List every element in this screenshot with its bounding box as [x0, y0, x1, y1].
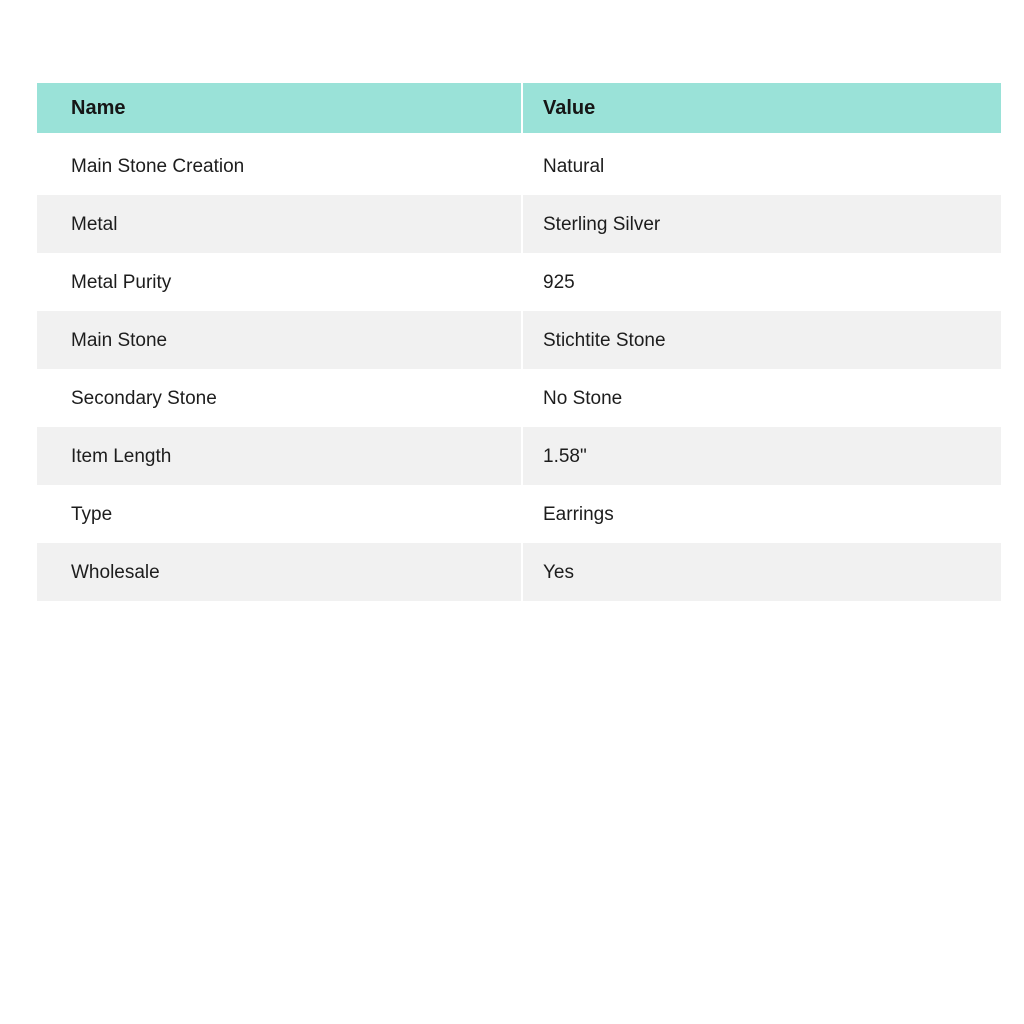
table-row: [37, 137, 1001, 195]
table-header-row: [37, 83, 1001, 133]
column-header-name: Name: [37, 83, 523, 133]
spec-value-cell: Yes: [543, 561, 574, 583]
spec-name-cell: Wholesale: [37, 543, 523, 601]
spec-value-cell: 925: [543, 271, 575, 293]
table-row: [37, 485, 1001, 543]
spec-value-cell: Earrings: [543, 503, 614, 525]
spec-name-cell: Type: [37, 485, 523, 543]
spec-value-cell: No Stone: [543, 387, 623, 409]
column-header-value: Value: [543, 97, 596, 119]
spec-value-cell: Stichtite Stone: [543, 329, 666, 351]
table-row: [37, 427, 1001, 485]
spec-value-cell: 1.58": [543, 445, 587, 467]
spec-name-cell: Main Stone Creation: [37, 137, 523, 195]
spec-name-cell: Metal: [37, 195, 523, 253]
product-spec-table: [37, 83, 1001, 601]
spec-name-cell: Metal Purity: [37, 253, 523, 311]
table-row: [37, 369, 1001, 427]
spec-name-cell: Item Length: [37, 427, 523, 485]
spec-name-cell: Secondary Stone: [37, 369, 523, 427]
spec-value-cell: Natural: [543, 155, 605, 177]
table-row: [37, 543, 1001, 601]
spec-name-cell: Main Stone: [37, 311, 523, 369]
table-row: [37, 195, 1001, 253]
spec-value-cell: Sterling Silver: [543, 213, 661, 235]
table-row: [37, 311, 1001, 369]
table-row: [37, 253, 1001, 311]
